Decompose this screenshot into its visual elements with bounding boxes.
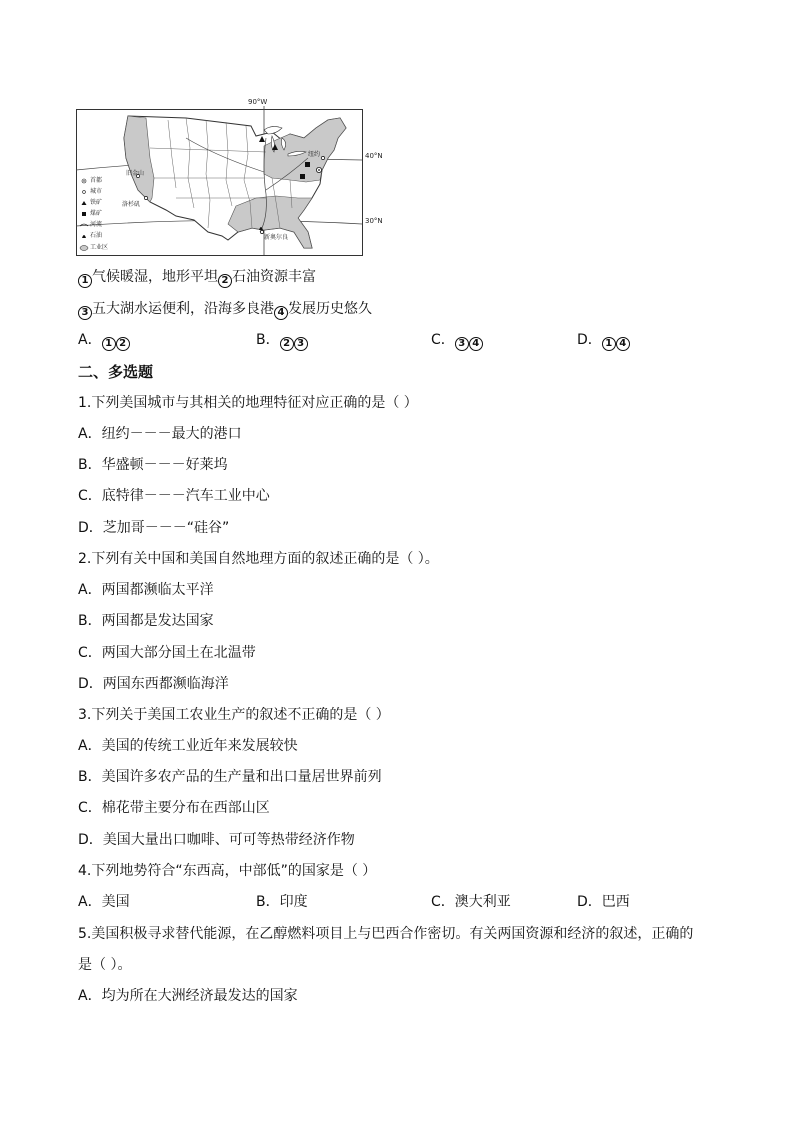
city-label-new-orleans: 新奥尔良 xyxy=(264,234,289,241)
latitude-label-40n: 40°N xyxy=(365,152,383,160)
question-5-stem-line-2: 是（ ）。 xyxy=(78,957,132,973)
prev-option-c[interactable] xyxy=(431,330,483,350)
coal-mine-marker xyxy=(300,174,305,179)
legend-label-river: 河流 xyxy=(90,221,103,228)
option-letter: D． xyxy=(577,332,602,348)
question-3-option-b[interactable]: B．美国许多农产品的生产量和出口量居世界前列 xyxy=(78,769,382,785)
circled-number-1: 1 xyxy=(102,337,116,351)
question-1-option-d[interactable]: D．芝加哥－－－“硅谷” xyxy=(78,520,230,536)
legend-label-city: 城市 xyxy=(90,188,103,195)
legend-label-iron: 铁矿 xyxy=(90,199,103,206)
question-4-option-a[interactable]: A．美国 xyxy=(78,894,130,910)
question-4-option-c[interactable]: C．澳大利亚 xyxy=(431,894,511,910)
statement-3: 五大湖水运便利，沿海多良港 xyxy=(92,301,274,317)
latitude-label-30n: 30°N xyxy=(365,217,383,225)
question-3-option-c[interactable]: C．棉花带主要分布在西部山区 xyxy=(78,800,270,816)
circled-number-4: 4 xyxy=(274,306,288,320)
question-2-option-a[interactable]: A．两国都濒临太平洋 xyxy=(78,582,214,598)
city-label-new-york: 纽约 xyxy=(308,151,321,158)
option-letter: C． xyxy=(431,332,455,348)
question-1-option-c[interactable]: C．底特律－－－汽车工业中心 xyxy=(78,488,270,504)
legend-label-industrial-zone: 工业区 xyxy=(90,244,109,251)
statement-line-2 xyxy=(78,299,372,319)
usa-map-figure xyxy=(76,98,383,260)
prev-option-b[interactable] xyxy=(256,330,308,350)
statement-line-1 xyxy=(78,267,316,287)
circled-number-2: 2 xyxy=(218,274,232,288)
statement-4: 发展历史悠久 xyxy=(288,301,372,317)
question-3-option-d[interactable]: D．美国大量出口咖啡、可可等热带经济作物 xyxy=(78,832,355,848)
question-3-stem: 3.下列关于美国工农业生产的叙述不正确的是（ ） xyxy=(78,707,390,723)
question-2-stem: 2.下列有关中国和美国自然地理方面的叙述正确的是（ ）。 xyxy=(78,551,439,567)
legend-label-oil: 石油 xyxy=(90,232,103,239)
circled-number-2: 2 xyxy=(116,337,130,351)
section-title: 二、多选题 xyxy=(78,363,154,381)
circled-number-1: 1 xyxy=(602,337,616,351)
question-2-option-d[interactable]: D．两国东西都濒临海洋 xyxy=(78,676,229,692)
coal-mine-marker xyxy=(305,162,310,167)
statement-2: 石油资源丰富 xyxy=(232,269,316,285)
question-2-option-c[interactable]: C．两国大部分国土在北温带 xyxy=(78,645,256,661)
question-1-stem: 1.下列美国城市与其相关的地理特征对应正确的是（ ） xyxy=(78,395,418,411)
question-4-option-d[interactable]: D．巴西 xyxy=(577,894,630,910)
city-label-los-angeles: 洛杉矶 xyxy=(122,201,141,208)
question-1-option-b[interactable]: B．华盛顿－－－好莱坞 xyxy=(78,457,228,473)
longitude-label: 90°W xyxy=(248,98,268,106)
circled-number-1: 1 xyxy=(78,274,92,288)
circled-number-3: 3 xyxy=(294,337,308,351)
legend-label-capital: 首都 xyxy=(90,177,103,184)
statement-1: 气候暖湿，地形平坦 xyxy=(92,269,218,285)
city-label-san-francisco: 旧金山 xyxy=(126,170,145,177)
legend-label-coal: 煤矿 xyxy=(90,210,103,217)
circled-number-4: 4 xyxy=(616,337,630,351)
circled-number-4: 4 xyxy=(469,337,483,351)
circled-number-3: 3 xyxy=(78,306,92,320)
question-2-option-b[interactable]: B．两国都是发达国家 xyxy=(78,613,214,629)
circled-number-3: 3 xyxy=(455,337,469,351)
prev-option-a[interactable] xyxy=(78,330,130,350)
city-marker-los-angeles xyxy=(144,196,147,199)
question-5-option-a[interactable]: A．均为所在大洲经济最发达的国家 xyxy=(78,988,298,1004)
option-letter: B． xyxy=(256,332,280,348)
question-5-stem-line-1: 5.美国积极寻求替代能源，在乙醇燃料项目上与巴西合作密切。有关两国资源和经济的叙述，正确的 xyxy=(78,926,694,942)
question-4-stem: 4.下列地势符合“东西高，中部低”的国家是（ ） xyxy=(78,863,377,879)
question-3-option-a[interactable]: A．美国的传统工业近年来发展较快 xyxy=(78,738,298,754)
usa-map xyxy=(76,98,364,260)
question-1-option-a[interactable]: A．纽约－－－最大的港口 xyxy=(78,426,242,442)
circled-number-2: 2 xyxy=(280,337,294,351)
prev-option-d[interactable] xyxy=(577,330,630,350)
city-marker-new-york xyxy=(321,156,324,159)
question-4-option-b[interactable]: B．印度 xyxy=(256,894,308,910)
option-letter: A． xyxy=(78,332,102,348)
